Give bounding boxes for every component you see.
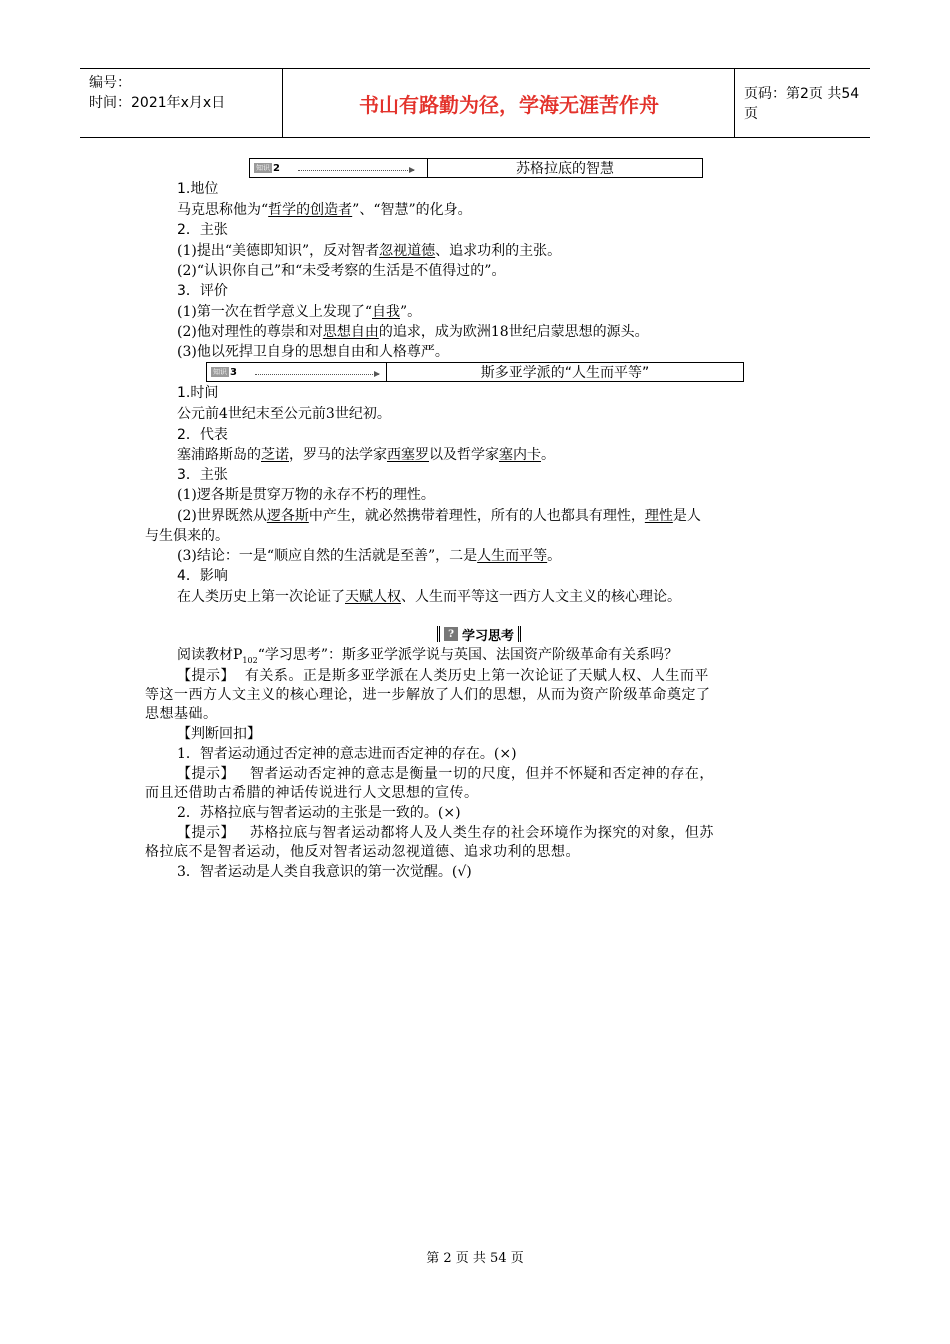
impact-text: 在人类历史上第一次论证了天赋人权、人生而平等这一西方人文主义的核心理论。 — [177, 589, 681, 605]
judge-q2: 2．苏格拉底与智者运动的主张是一致的。(×) — [177, 805, 461, 821]
section-2-title: 苏格拉底的智慧 — [516, 161, 614, 177]
section-2-line: 马克思称他为“哲学的创造者”、“智慧”的化身。 — [177, 202, 472, 218]
motto: 书山有路勤为径，学海无涯苦作舟 — [284, 69, 735, 137]
section-2-line: (3)他以死捍卫自身的思想自由和人格尊严。 — [177, 344, 449, 360]
question-icon: ? — [444, 627, 458, 641]
section-3-header — [206, 362, 744, 382]
section-2-line: 3．评价 — [177, 283, 228, 299]
section-2-tag: 知识 2 — [256, 162, 280, 174]
section-2-line: 1.地位 — [177, 181, 219, 197]
time-text: 公元前4世纪末至公元前3世纪初。 — [177, 406, 391, 422]
page-header — [80, 68, 870, 138]
section-2-line: (1)第一次在哲学意义上发现了“自我”。 — [177, 304, 422, 320]
study-think-heading: ? 学习思考 — [437, 624, 521, 644]
judge-h2-2: 格拉底不是智者运动，他反对智者运动忽视道德、追求功利的思想。 — [145, 844, 580, 860]
judge-q1: 1．智者运动通过否定神的意志进而否定神的存在。(×) — [177, 746, 517, 762]
page-label: 页码：第2页 共54页 — [744, 86, 860, 122]
think-hint-3: 思想基础。 — [145, 706, 218, 722]
judge-q3: 3．智者运动是人类自我意识的第一次觉醒。(√) — [177, 864, 472, 880]
section-2-line: (2)他对理性的尊崇和对思想自由的追求，成为欧洲18世纪启蒙思想的源头。 — [177, 324, 649, 340]
section-3-title: 斯多亚学派的“人生而平等” — [480, 365, 650, 381]
header-meta — [80, 69, 283, 137]
section-2-line: (2)“认识你自己”和“未受考察的生活是不值得过的”。 — [177, 263, 506, 279]
judge-h2-1: 【提示】 苏格拉底与智者运动都将人及人类生存的社会环境作为探究的对象，但苏 — [177, 825, 714, 841]
page-footer: 第 2 页 共 54 页 — [426, 1251, 524, 1266]
think-hint-1: 【提示】 有关系。正是斯多亚学派在人类历史上第一次论证了天赋人权、人生而平 — [177, 668, 709, 684]
judge-heading: 【判断回扣】 — [177, 726, 261, 742]
judge-h1-2: 而且还借助古希腊的神话传说进行人文思想的宣传。 — [145, 785, 479, 801]
think-question: 阅读教材$P_{102}“$学习思考”：斯多亚学派学说与英国、法国资产阶级革命有关系吗？ — [177, 647, 679, 665]
arrow-icon — [298, 170, 414, 171]
claim-2: (2)世界既然从逻各斯中产生，就必然携带着理性，所有的人也都具有理性，理性是人 — [177, 508, 701, 524]
section-3-tag: 知识 3 — [213, 366, 237, 378]
impact-heading: 4．影响 — [177, 568, 228, 584]
arrow-icon — [255, 374, 379, 375]
section-2-line: 2．主张 — [177, 222, 228, 238]
number-label: 编号： — [89, 75, 131, 91]
claim-heading: 3．主张 — [177, 467, 228, 483]
time-heading: 1.时间 — [177, 385, 219, 401]
time-label: 时间：2021年x月x日 — [89, 95, 226, 111]
claim-3: (3)结论：一是“顺应自然的生活就是至善”，二是人生而平等。 — [177, 548, 562, 564]
section-2-line: (1)提出“美德即知识”，反对智者忽视道德、追求功利的主张。 — [177, 243, 562, 259]
claim-2-cont: 与生俱来的。 — [145, 528, 229, 544]
rep-heading: 2．代表 — [177, 427, 228, 443]
rep-text: 塞浦路斯岛的芝诺，罗马的法学家西塞罗以及哲学家塞内卡。 — [177, 447, 555, 463]
claim-1: (1)逻各斯是贯穿万物的永存不朽的理性。 — [177, 487, 435, 503]
judge-h1-1: 【提示】 智者运动否定神的意志是衡量一切的尺度，但并不怀疑和否定神的存在， — [177, 766, 714, 782]
think-hint-2: 等这一西方人文主义的核心理论，进一步解放了人们的思想，从而为资产阶级革命奠定了 — [145, 687, 711, 703]
section-2-header — [249, 158, 703, 178]
